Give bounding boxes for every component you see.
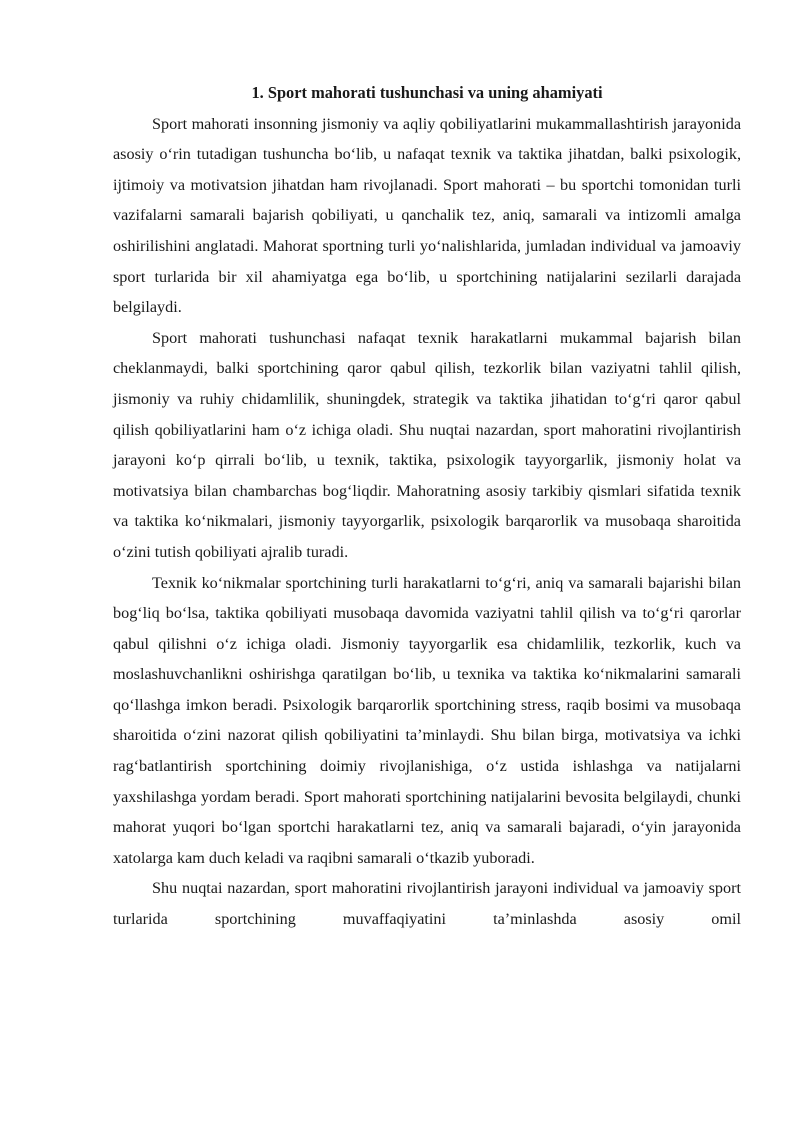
section-title: 1. Sport mahorati tushunchasi va uning ahamiyati	[251, 83, 603, 102]
paragraph-3: Texnik ko‘nikmalar sportchining turli harakatlarni to‘g‘ri, aniq va samarali bajarishi bilan bog‘liq bo‘lsa, taktika qobiliyati musobaqa davomida vaziyatni tahlil qilish va to‘g‘ri qarorlar qabul qilishni o‘z ichiga oladi. Jismoniy tayyorgarlik esa chidamlilik, tezkorlik, kuch va moslashuvchanlikni oshirishga qaratilgan bo‘lib, u texnika va taktika ko‘nikmalarini samarali qo‘llashga imkon beradi. Psixologik barqarorlik sportchining stress, raqib bosimi va musobaqa sharoitida o‘zini nazorat qilish qobiliyatini ta’minlaydi. Shu bilan birga, motivatsiya va ichki rag‘batlantirish sportchining doimiy rivojlanishiga, o‘z ustida ishlashga va natijalarni yaxshilashga yordam beradi. Sport mahorati sportchining natijalarini bevosita belgilaydi, chunki mahorat yuqori bo‘lgan sportchi harakatlarni tez, aniq va samarali bajaradi, o‘yin jarayonida xatolarga kam duch keladi va raqibni samarali o‘tkazib yuboradi.	[113, 573, 741, 867]
paragraph-2: Sport mahorati tushunchasi nafaqat texnik harakatlarni mukammal bajarish bilan cheklanmaydi, balki sportchining qaror qabul qilish, tezkorlik bilan vaziyatni tahlil qilish, jismoniy va ruhiy chidamlilik, shuningdek, strategik va taktika jihatidan to‘g‘ri qaror qabul qilish qobiliyatlarini ham o‘z ichiga oladi. Shu nuqtai nazardan, sport mahoratini rivojlantirish jarayoni ko‘p qirrali bo‘lib, u texnik, taktika, psixologik tayyorgarlik, jismoniy holat va motivatsiya bilan chambarchas bog‘liqdir. Mahoratning asosiy tarkibiy qismlari sifatida texnik va taktika ko‘nikmalari, jismoniy tayyorgarlik, psixologik barqarorlik va musobaqa sharoitida o‘zini tutish qobiliyati ajralib turadi.	[113, 328, 741, 561]
paragraph-1: Sport mahorati insonning jismoniy va aqliy qobiliyatlarini mukammallashtirish jarayonida asosiy o‘rin tutadigan tushuncha bo‘lib, u nafaqat texnik va taktika jihatdan, balki psixologik, ijtimoiy va motivatsion jihatdan ham rivojlanadi. Sport mahorati – bu sportchi tomonidan turli vazifalarni samarali bajarish qobiliyati, u qanchalik tez, aniq, samarali va intizomli amalga oshirilishini anglatadi. Mahorat sportning turli yo‘nalishlarida, jumladan individual va jamoaviy sport turlarida bir xil ahamiyatga ega bo‘lib, u sportchining natijalarini sezilarli darajada belgilaydi.	[113, 114, 741, 317]
paragraph-4: Shu nuqtai nazardan, sport mahoratini rivojlantirish jarayoni individual va jamoaviy sport turlarida sportchining muvaffaqiyatini ta’minlashda asosiy omil	[113, 879, 741, 929]
document-page	[113, 78, 741, 935]
